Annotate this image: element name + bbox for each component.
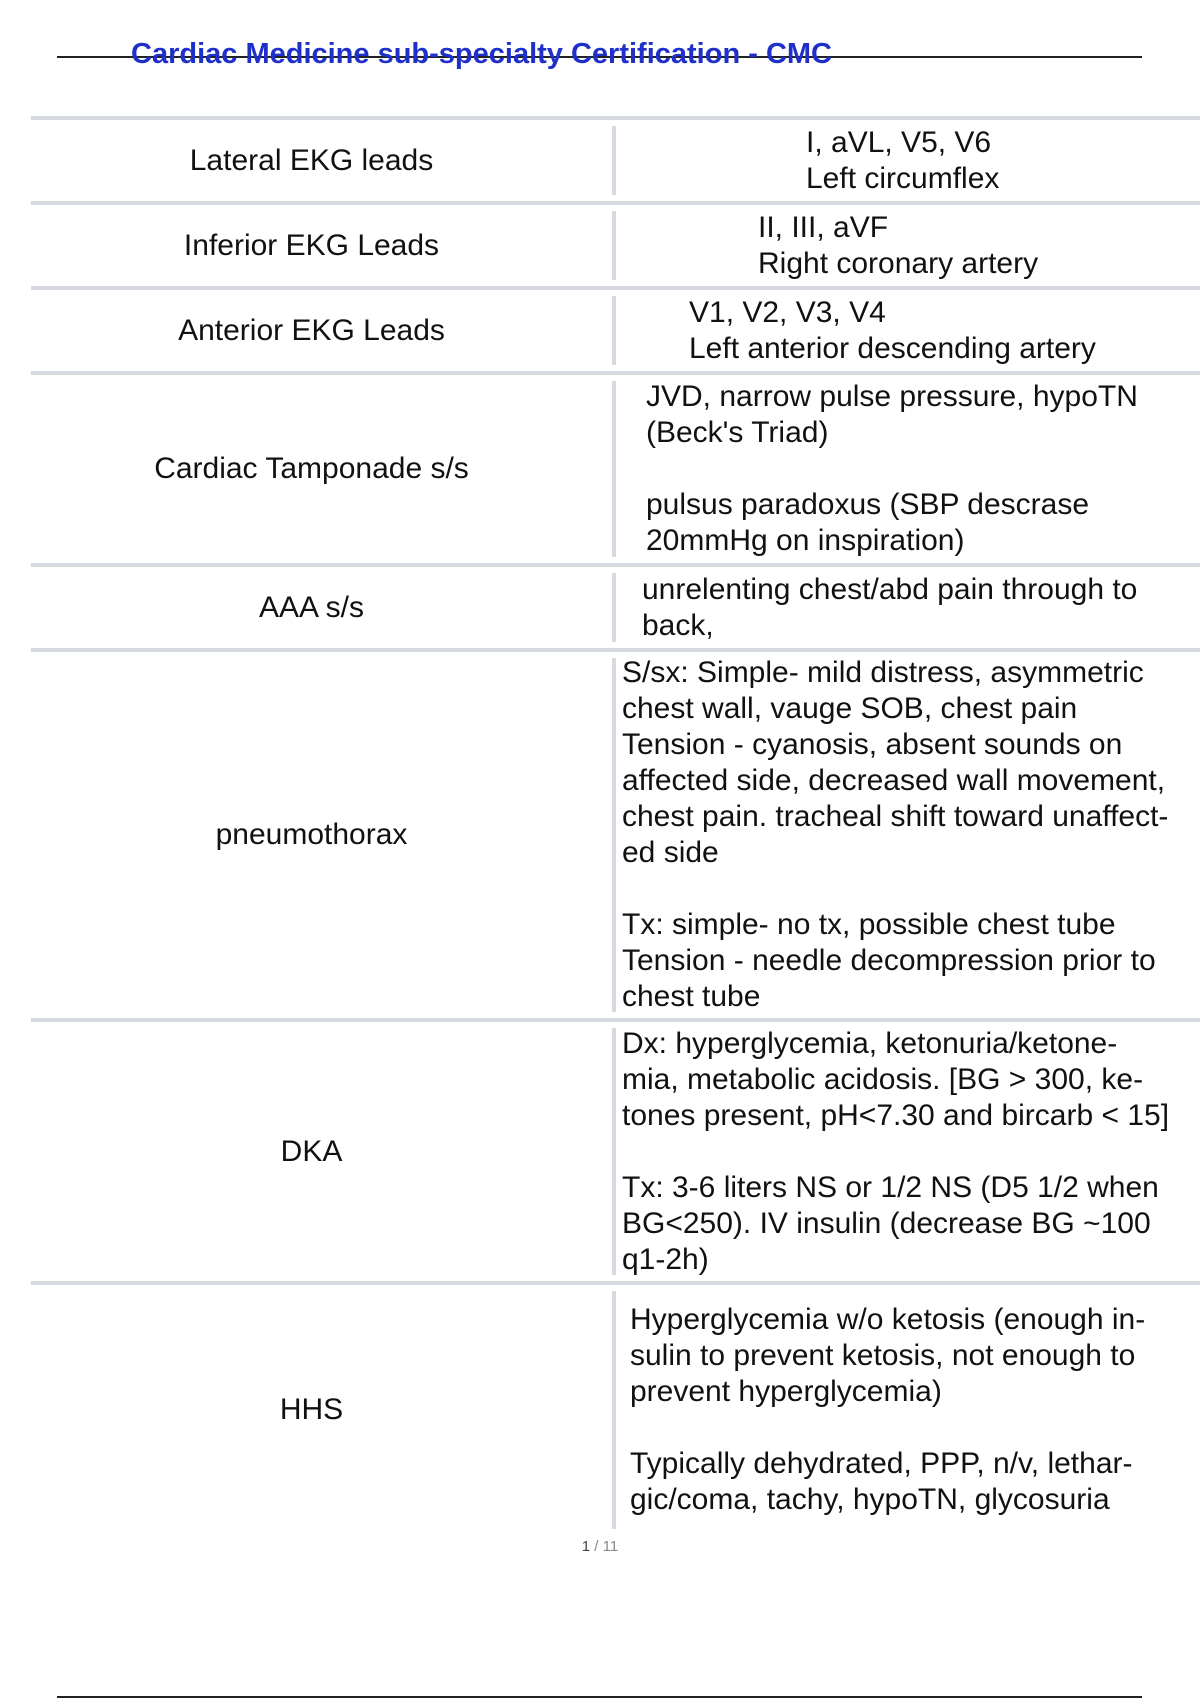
table-row <box>31 1022 1200 1285</box>
table-row <box>31 1285 1200 1535</box>
definition-cell <box>616 120 1200 201</box>
page-indicator: 1 / 11 <box>581 1538 619 1555</box>
term-cell: DKA <box>280 1134 343 1168</box>
definition-text: Hyperglycemia w/o ketosis (enough in- sulin to prevent ketosis, not enough to prevent hyperglycemia) Typically dehydrated, PPP, n/v, lethar- gic/coma, tachy, hypoTN, glycosuria <box>630 1303 1146 1516</box>
definition-cell <box>616 205 1200 286</box>
term-cell: Anterior EKG Leads <box>178 313 445 347</box>
definition-cell <box>616 652 1200 1018</box>
table-row <box>31 205 1200 290</box>
table-row <box>31 290 1200 375</box>
table-row <box>31 652 1200 1022</box>
term-cell: Inferior EKG Leads <box>183 228 440 262</box>
table-row <box>31 567 1200 652</box>
page-total: 11 <box>602 1538 619 1555</box>
term-cell: HHS <box>279 1393 344 1426</box>
page-title: Cardiac Medicine sub-specialty Certification - CMC <box>131 38 832 70</box>
definition-cell <box>616 1022 1200 1281</box>
definition-text: V1, V2, V3, V4 Left anterior descending artery <box>689 295 1096 365</box>
definition-text: unrelenting chest/abd pain through to back, <box>642 572 1138 642</box>
table-row <box>31 120 1200 205</box>
term-cell: AAA s/s <box>258 590 365 624</box>
definition-text: Dx: hyperglycemia, ketonuria/ketone- mia, metabolic acidosis. [BG > 300, ke- tones present, pH<7.30 and bircarb < 15] Tx: 3-6 liters NS or 1/2 NS (D5 1/2 when BG<250). IV insulin (decrease BG ~100 q1-2h) <box>622 1026 1170 1276</box>
definition-cell <box>616 375 1200 563</box>
page-header <box>57 36 1142 76</box>
definition-text: JVD, narrow pulse pressure, hypoTN (Beck's Triad) pulsus paradoxus (SBP descrase 20mmHg on inspiration) <box>646 380 1138 557</box>
definition-text: I, aVL, V5, V6 Left circumflex <box>806 125 1000 195</box>
term-cell: Cardiac Tamponade s/s <box>154 452 469 485</box>
table-row <box>31 375 1200 567</box>
footer-rule <box>57 1696 1142 1698</box>
term-cell: pneumothorax <box>215 818 408 851</box>
flashcard-table <box>31 116 1200 1535</box>
definition-text: II, III, aVF Right coronary artery <box>758 210 1039 280</box>
definition-cell <box>616 1285 1200 1535</box>
definition-cell <box>616 290 1200 371</box>
term-cell: Lateral EKG leads <box>189 143 434 177</box>
definition-text: S/sx: Simple- mild distress, asymmetric chest wall, vauge SOB, chest pain Tension - cyanosis, absent sounds on affected side, decreased wall movement, chest pain. tracheal shift toward unaffect- ed side Tx: simple- no tx, possible chest tube Tension - needle decompression prior to chest tube <box>622 656 1169 1013</box>
page-current: 1 <box>581 1538 591 1555</box>
definition-cell <box>616 567 1200 648</box>
